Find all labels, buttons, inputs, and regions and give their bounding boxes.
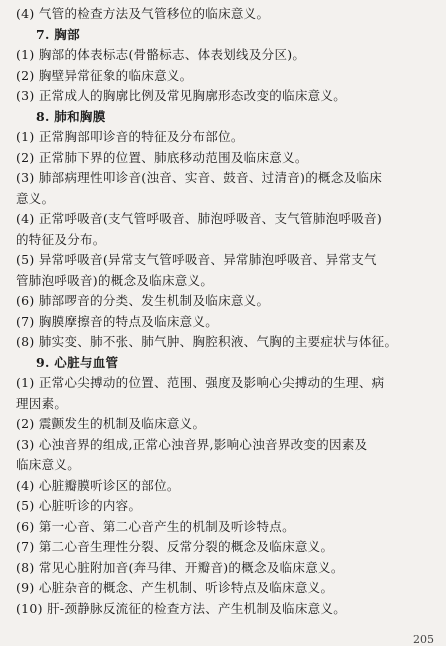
item-9-murmurs: (9) 心脏杂音的概念、产生机制、听诊特点及临床意义。 xyxy=(16,580,334,595)
item-5-abnormal-breath: (5) 异常呼吸音(异常支气管呼吸音、异常肺泡呼吸音、异常支气 xyxy=(16,252,377,267)
item-6-heart-sounds: (6) 第一心音、第二心音产生的机制及听诊特点。 xyxy=(16,518,295,534)
item-1-landmarks: (1) 胸部的体表标志(骨骼标志、体表划线及分区)。 xyxy=(16,47,306,62)
item-3-thorax-shape: (3) 正常成人的胸廓比例及常见胸廓形态改变的临床意义。 xyxy=(16,88,347,103)
section-8-lung-pleura: 8. 肺和胸膜 xyxy=(36,108,106,124)
item-3-pathologic-percussion: (3) 肺部病理性叩诊音(浊音、实音、鼓音、过清音)的概念及临床 xyxy=(16,170,383,185)
item-3-cardiac-dullness: (3) 心浊音界的组成,正常心浊音界,影响心浊音界改变的因素及 xyxy=(16,436,368,452)
item-1-apex-beat: (1) 正常心尖搏动的位置、范围、强度及影响心尖搏动的生理、病 xyxy=(16,375,385,390)
item-5-auscultation: (5) 心脏听诊的内容。 xyxy=(16,498,142,513)
section-7-chest: 7. 胸部 xyxy=(36,26,80,42)
item-10-hepatojugular: (10) 肝-颈静脉反流征的检查方法、产生机制及临床意义。 xyxy=(16,600,347,616)
item-2-thrill: (2) 震颤发生的机制及临床意义。 xyxy=(16,416,206,431)
section-9-heart-vessels: 9. 心脏与血管 xyxy=(36,354,119,370)
item-8-signs: (8) 肺实变、肺不张、肺气肿、胸腔积液、气胸的主要症状与体征。 xyxy=(16,334,398,349)
item-4-continued: 的特征及分布。 xyxy=(16,231,106,247)
item-7-splitting: (7) 第二心音生理性分裂、反常分裂的概念及临床意义。 xyxy=(16,539,334,554)
item-6-rales: (6) 肺部啰音的分类、发生机制及临床意义。 xyxy=(16,293,270,308)
item-2-lung-border: (2) 正常肺下界的位置、肺底移动范围及临床意义。 xyxy=(16,149,308,165)
item-3-continued-heart: 临床意义。 xyxy=(16,457,81,472)
item-2-chest-wall: (2) 胸壁异常征象的临床意义。 xyxy=(16,67,193,83)
item-8-extra-sounds: (8) 常见心脏附加音(奔马律、开瓣音)的概念及临床意义。 xyxy=(16,559,344,575)
item-1-percussion: (1) 正常胸部叩诊音的特征及分布部位。 xyxy=(16,129,244,144)
item-4-trachea: (4) 气管的检查方法及气管移位的临床意义。 xyxy=(16,6,270,21)
item-7-pleural-rub: (7) 胸膜摩擦音的特点及临床意义。 xyxy=(16,313,219,329)
item-3-continued: 意义。 xyxy=(16,190,55,206)
item-4-breath-sounds: (4) 正常呼吸音(支气管呼吸音、肺泡呼吸音、支气管肺泡呼吸音) xyxy=(16,211,383,226)
page-number: 205 xyxy=(413,633,434,646)
item-5-continued: 管肺泡呼吸音)的概念及临床意义。 xyxy=(16,272,214,288)
item-1-continued: 理因素。 xyxy=(16,395,68,411)
item-4-valve-areas: (4) 心脏瓣膜听诊区的部位。 xyxy=(16,477,180,493)
